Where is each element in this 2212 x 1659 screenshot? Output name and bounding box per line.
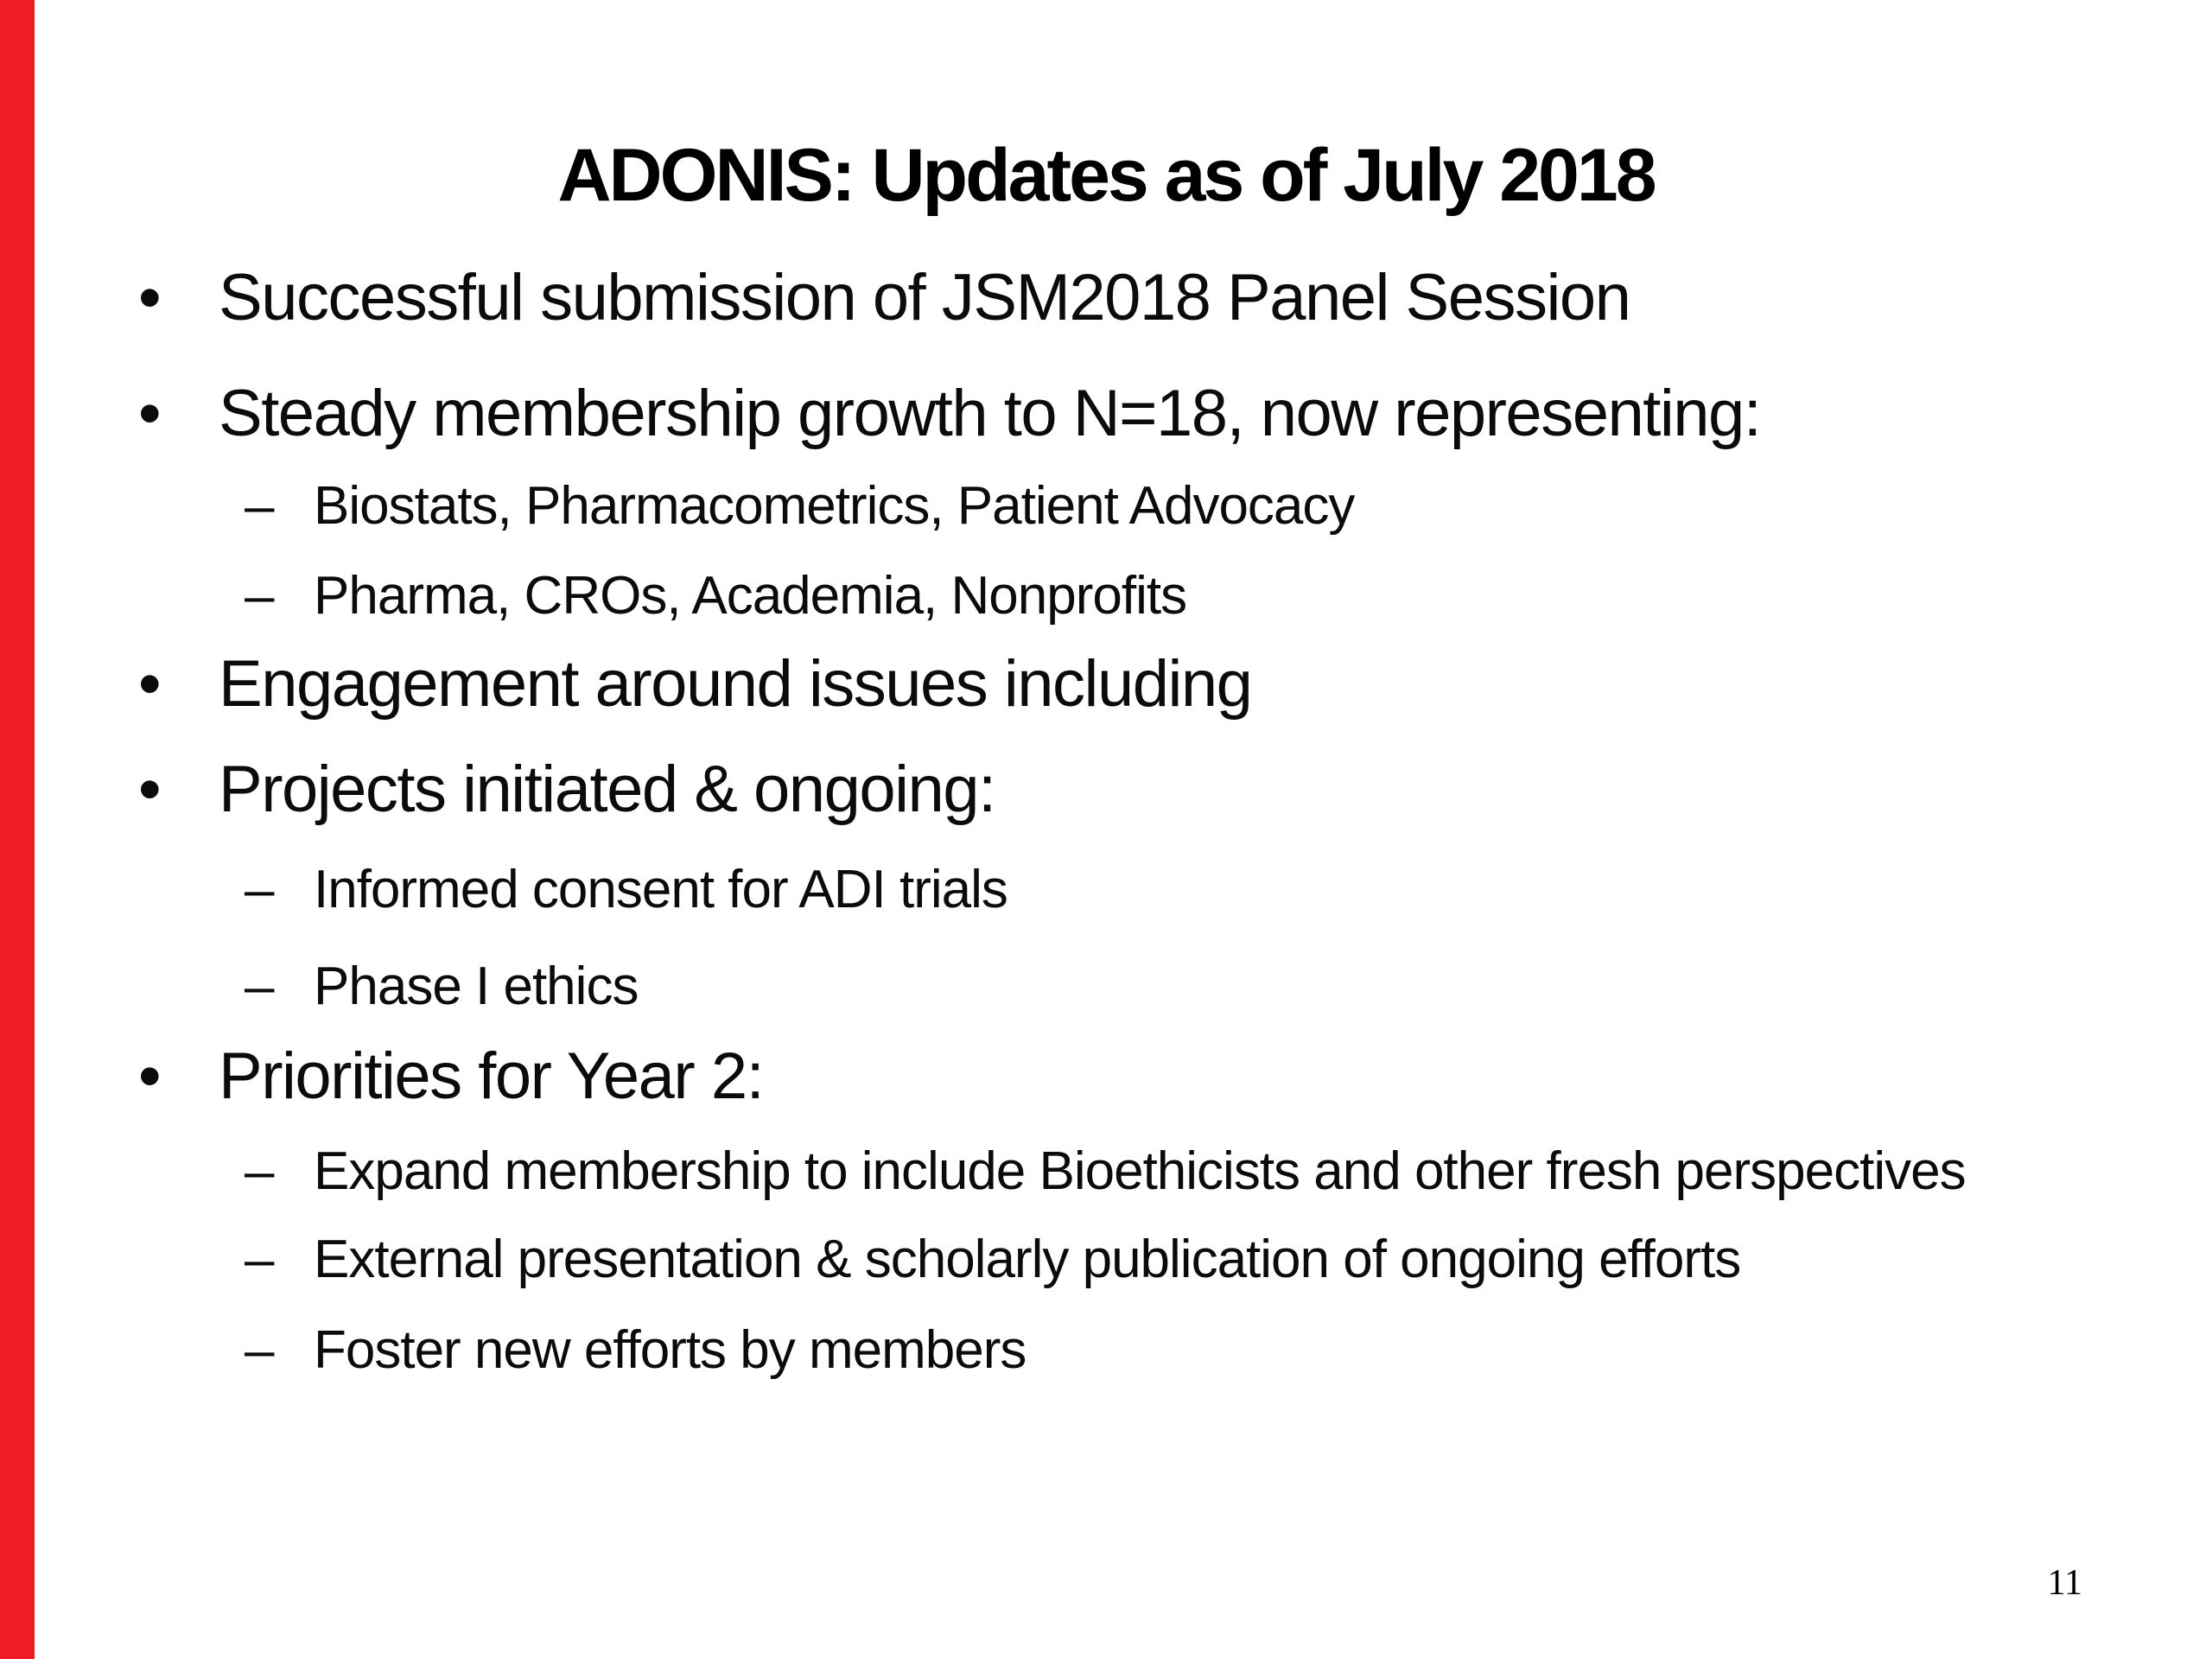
page-number: 11 (2047, 1563, 2082, 1603)
sub-bullet-text: Informed consent for ADI trials (314, 860, 1007, 919)
bullet-icon: • (138, 647, 161, 721)
sub-bullet-text: External presentation & scholarly publication of ongoing efforts (314, 1230, 1741, 1289)
bullet-icon: • (138, 753, 161, 826)
sub-bullet-text: Pharma, CROs, Academia, Nonprofits (314, 566, 1187, 626)
bullet-text: Projects initiated & ongoing: (219, 753, 995, 826)
sub-bullet-text: Phase I ethics (314, 957, 639, 1016)
sub-bullet-text: Biostats, Pharmacometrics, Patient Advocacy (314, 476, 1355, 536)
bullet-icon: • (138, 1039, 161, 1113)
bullet-icon: • (138, 261, 161, 334)
bullet-text: Steady membership growth to N=18, now representing: (219, 377, 1761, 450)
dash-icon: – (245, 566, 274, 626)
dash-icon: – (245, 1230, 274, 1289)
slide-title: ADONIS: Updates as of July 2018 (557, 134, 1655, 217)
dash-icon: – (245, 860, 274, 919)
bullet-text: Priorities for Year 2: (219, 1039, 764, 1113)
bullet-text: Successful submission of JSM2018 Panel Session (219, 261, 1630, 334)
dash-icon: – (245, 476, 274, 536)
bullet-icon: • (138, 377, 161, 450)
dash-icon: – (245, 1320, 274, 1380)
dash-icon: – (245, 1141, 274, 1201)
sub-bullet-text: Expand membership to include Bioethicists and other fresh perspectives (314, 1141, 1966, 1201)
bullet-text: Engagement around issues including (219, 647, 1252, 721)
dash-icon: – (245, 957, 274, 1016)
left-edge-accent-bar (0, 0, 35, 1659)
sub-bullet-text: Foster new efforts by members (314, 1320, 1027, 1380)
